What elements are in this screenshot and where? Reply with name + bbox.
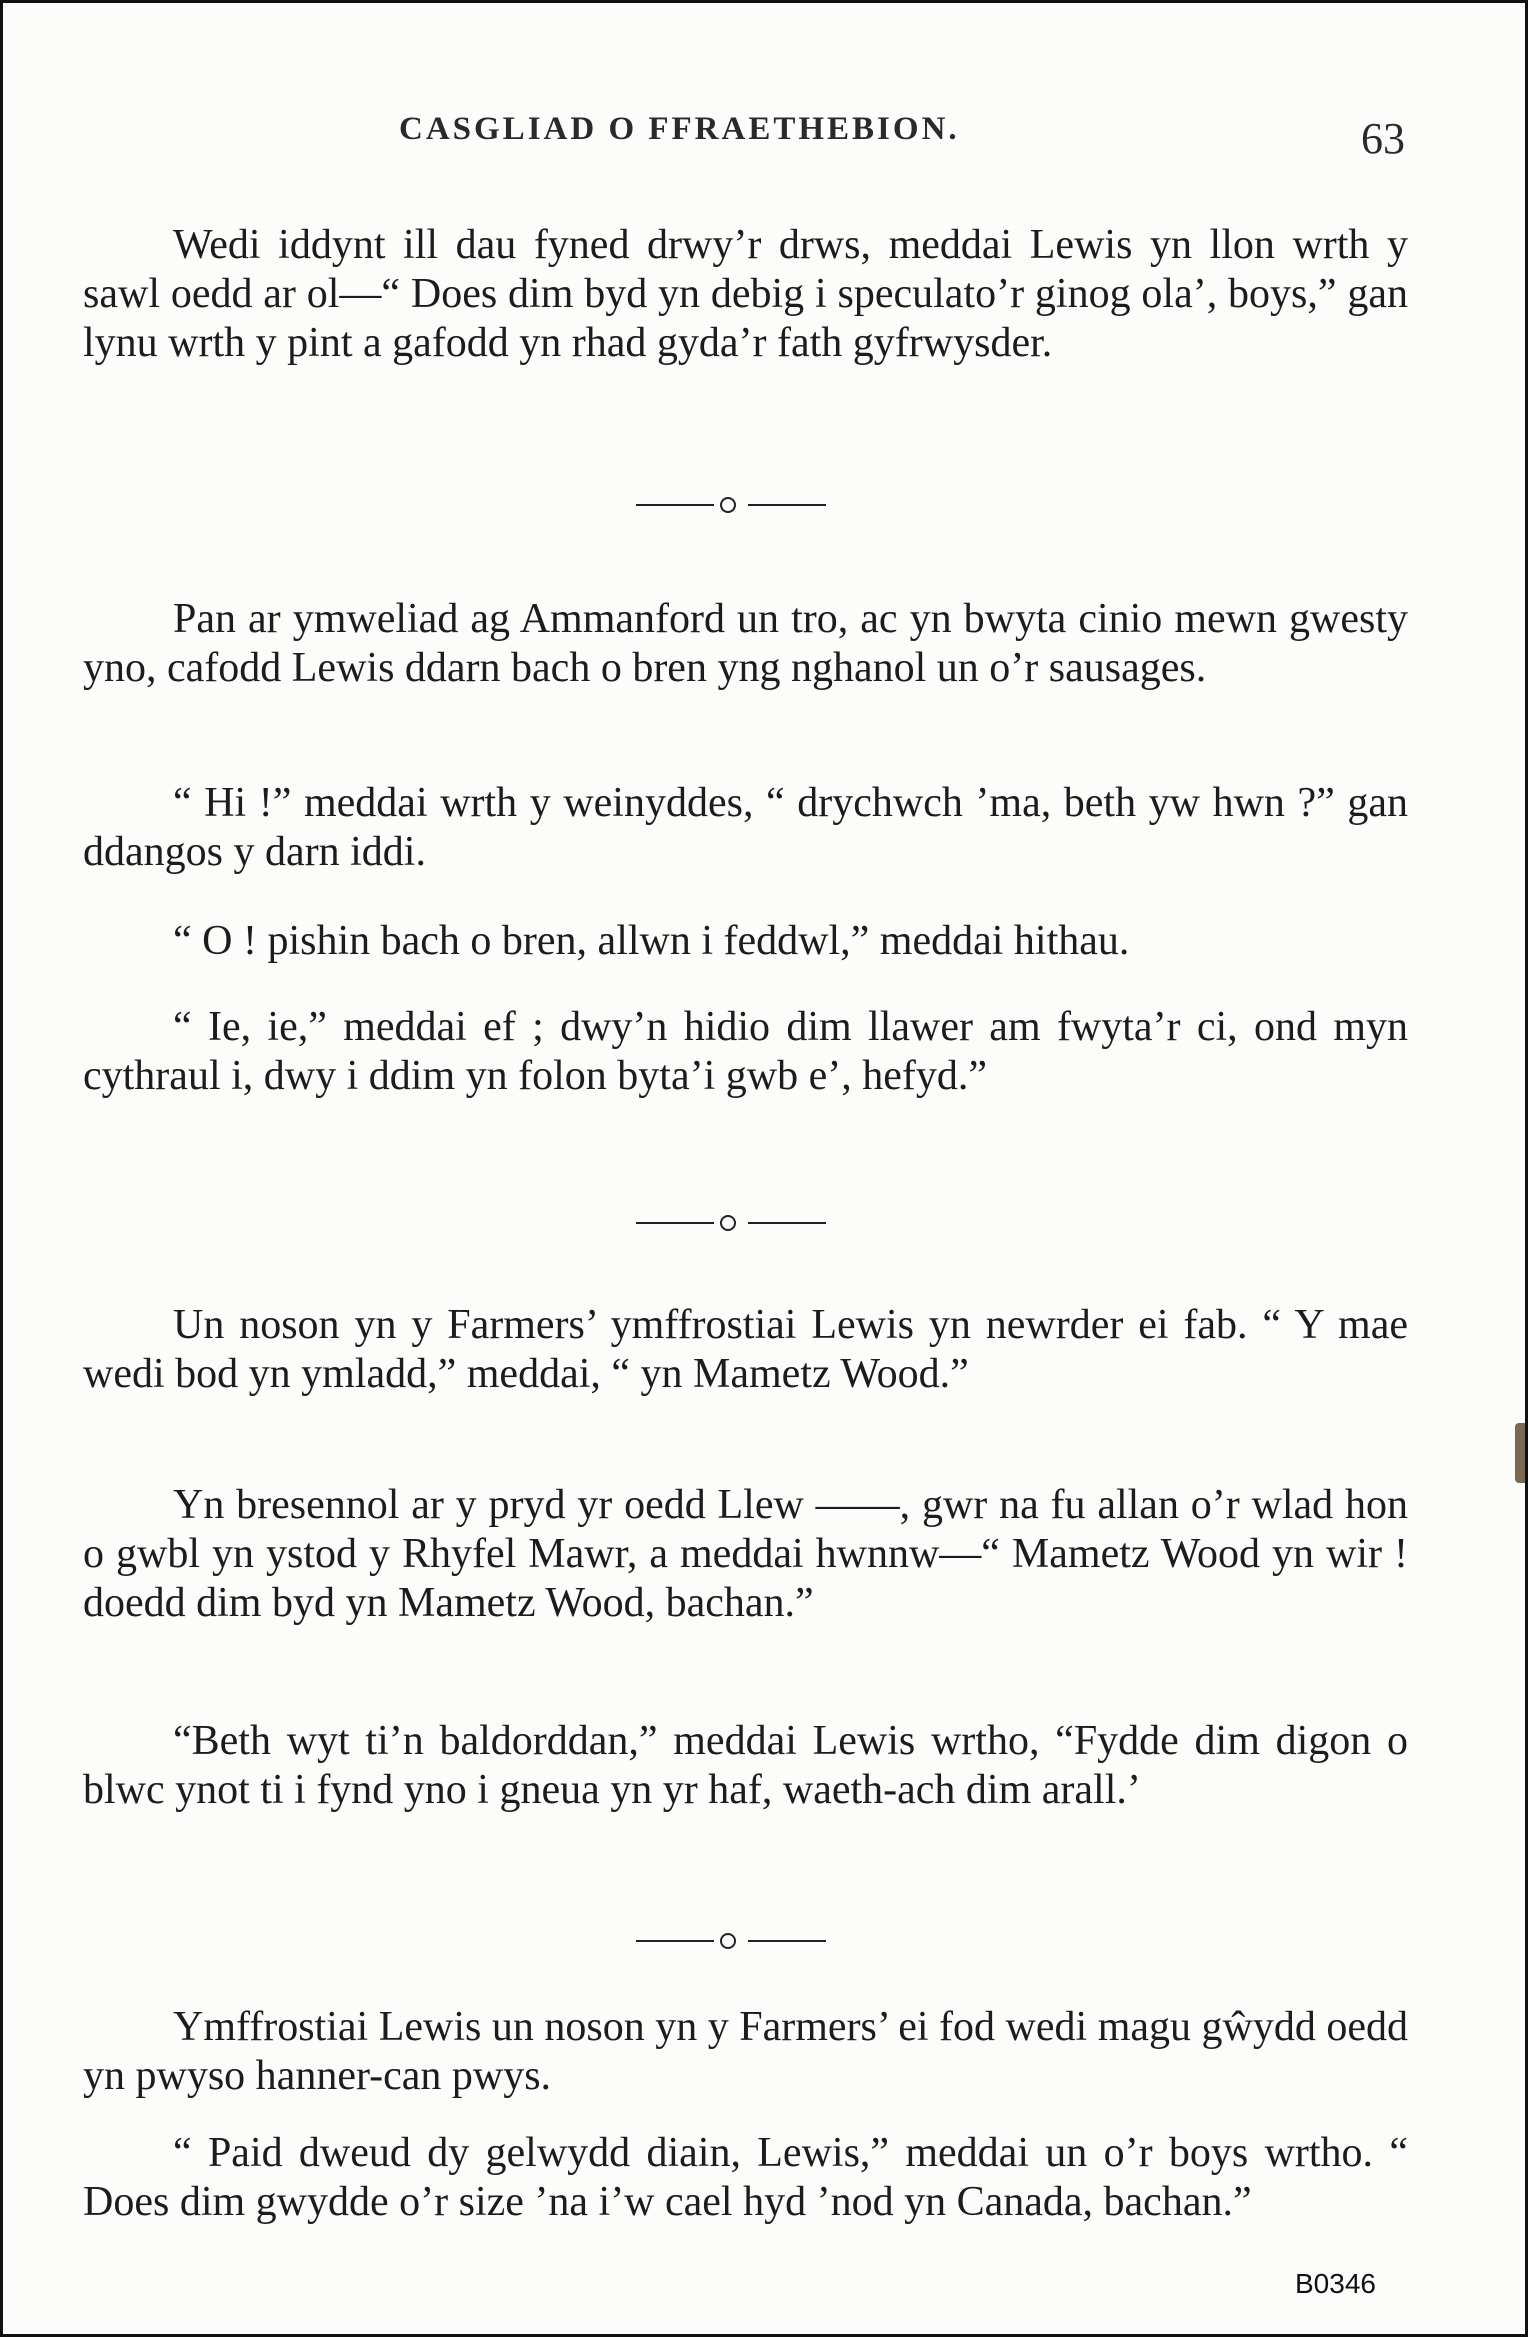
running-title: CASGLIAD O FFRAETHEBION. bbox=[399, 111, 960, 147]
paragraph: “Beth wyt ti’n baldorddan,” meddai Lewis wrtho, “Fydde dim digon o blwc ynot ti i fynd yno i gneua yn yr haf, waeth-ach dim arall.’ bbox=[83, 1718, 1408, 1813]
paragraph: Pan ar ymweliad ag Ammanford un tro, ac yn bwyta cinio mewn gwesty yno, cafodd Lewis ddarn bach o bren yng nghanol un o’r sausages. bbox=[83, 596, 1408, 691]
paragraph: Wedi iddynt ill dau fyned drwy’r drws, meddai Lewis yn llon wrth y sawl oedd ar ol—“ Does dim byd yn debig i speculato’r ginog ola’, boys,” gan lynu wrth y pint a gafodd yn rhad gyda’r fath gyfrwysder. bbox=[83, 222, 1408, 366]
paragraph: “ O ! pishin bach o bren, allwn i feddwl,” meddai hithau. bbox=[173, 918, 1130, 964]
paragraph: Yn bresennol ar y pryd yr oedd Llew ——, gwr na fu allan o’r wlad hon o gwbl yn ystod y Rhyfel Mawr, a meddai hwnnw—“ Mametz Wood yn wir ! doedd dim byd yn Mametz Wood, bachan.” bbox=[83, 1482, 1408, 1626]
catalog-code: B0346 bbox=[1295, 2268, 1376, 2299]
paragraph: Ymffrostiai Lewis un noson yn y Farmers’ ei fod wedi magu gŵydd oedd yn pwyso hanner-can pwys. bbox=[83, 2004, 1408, 2099]
section-divider bbox=[636, 1933, 826, 1949]
section-divider bbox=[636, 1215, 826, 1231]
page-number: 63 bbox=[1361, 114, 1405, 163]
page-edge-mark bbox=[1515, 1423, 1525, 1483]
paragraph: “ Ie, ie,” meddai ef ; dwy’n hidio dim llawer am fwyta’r ci, ond myn cythraul i, dwy i ddim yn folon byta’i gwb e’, hefyd.” bbox=[83, 1004, 1408, 1099]
paragraph: “ Hi !” meddai wrth y weinyddes, “ drychwch ’ma, beth yw hwn ?” gan ddangos y darn iddi. bbox=[83, 780, 1408, 875]
section-divider bbox=[636, 497, 826, 513]
paragraph: “ Paid dweud dy gelwydd diain, Lewis,” meddai un o’r boys wrtho. “ Does dim gwydde o’r size ’na i’w cael hyd ’nod yn Canada, bachan.” bbox=[83, 2130, 1408, 2225]
paragraph: Un noson yn y Farmers’ ymffrostiai Lewis yn newrder ei fab. “ Y mae wedi bod yn ymladd,” meddai, “ yn Mametz Wood.” bbox=[83, 1302, 1408, 1397]
